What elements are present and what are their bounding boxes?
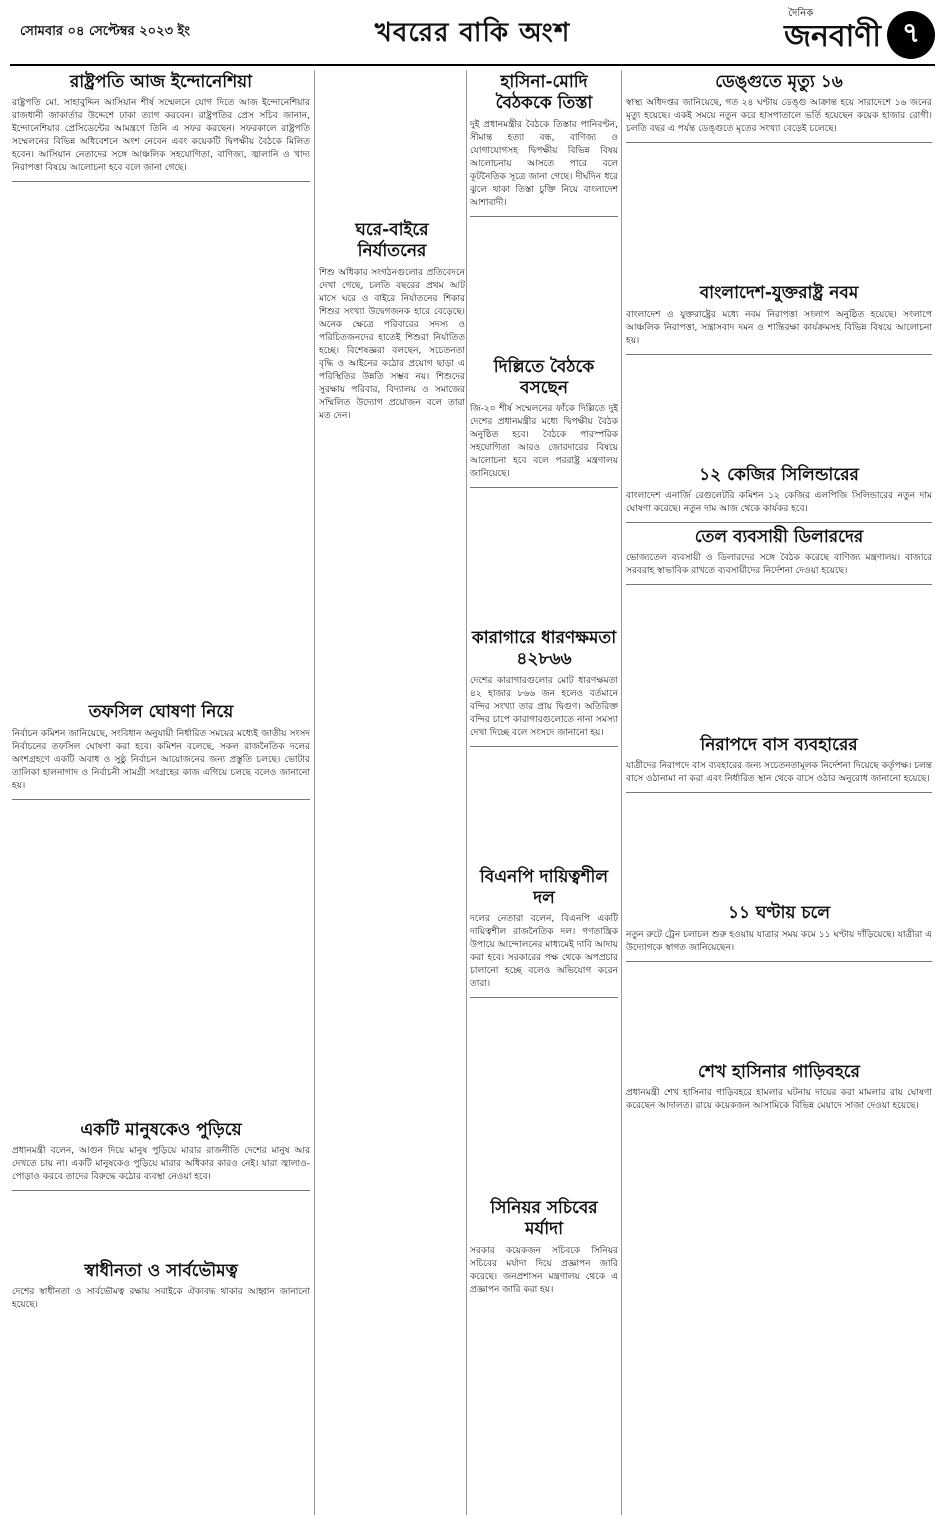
article-headline: ১১ ঘণ্টায় চলে <box>727 903 831 924</box>
article-divider <box>470 746 618 747</box>
article-independence <box>12 1261 310 1312</box>
page-header <box>0 0 945 64</box>
article-divider <box>470 216 618 217</box>
article-hasina-modi <box>470 72 618 210</box>
article-body: বাংলাদেশ ও যুক্তরাষ্ট্রের মধ্যে নবম নিরাপত্তা সংলাপ অনুষ্ঠিত হয়েছে। সংলাপে আঞ্চলিক নিরাপত্তা, সন্ত্রাসবাদ দমন ও শান্তিরক্ষা কার্যক্রমসহ বিভিন্ন বিষয়ে আলোচনা হয়। <box>626 309 932 346</box>
column-center <box>470 70 618 1515</box>
article-headline: শেখ হাসিনার গাড়িবহরে <box>698 1061 860 1082</box>
column-3 <box>626 70 932 1515</box>
article-dengue <box>626 72 932 136</box>
logo-name: জনবাণী <box>784 19 881 54</box>
article-body: দেশের কারাগারগুলোর মোট ধারণক্ষমতা ৪২ হাজার ৮৬৬ জন হলেও বর্তমানে বন্দির সংখ্যা তার প্রায় দ্বিগুণ। অতিরিক্ত বন্দির চাপে কারাগারগুলোতে নানা সমস্যা দেখা দিচ্ছে বলে সংসদে জানানো হয়। <box>470 675 618 738</box>
article-sheikh-hasina-car <box>626 1062 932 1113</box>
article-body: স্বাস্থ্য অধিদপ্তর জানিয়েছে, গত ২৪ ঘণ্টায় ডেঙ্গু আক্রান্ত হয়ে সারাদেশে ১৬ জনের মৃত্যু হয়েছে। একই সময়ে নতুন করে হাসপাতালে ভর্তি হয়েছেন কয়েক হাজার রোগী। চলতি বছর এ পর্যন্ত ডেঙ্গুতে মৃতের সংখ্যা বেড়েই চলেছে। <box>626 98 932 135</box>
article-headline: একটি মানুষকেও পুড়িয়ে <box>80 1119 242 1140</box>
article-body: নতুন রুটে ট্রেন চলাচল শুরু হওয়ায় যাত্রার সময় কমে ১১ ঘণ্টায় দাঁড়িয়েছে। যাত্রীরা এ উদ্যোগকে স্বাগত জানিয়েছেন। <box>626 929 932 953</box>
article-divider <box>626 142 932 143</box>
article-divider <box>470 997 618 998</box>
article-headline: কারাগারে ধারণক্ষমতা ৪২৮৬৬ <box>471 628 617 670</box>
article-headline: নিরাপদে বাস ব্যবহারের <box>700 735 858 755</box>
article-headline: তফসিল ঘোষণা নিয়ে <box>88 702 234 723</box>
article-body: শিশু অধিকার সংগঠনগুলোর প্রতিবেদনে দেখা গেছে, চলতি বছরের প্রথম আট মাসে ঘরে ও বাইরে নির্যাতনের শিকার শিশুর সংখ্যা উদ্বেগজনক হারে বেড়েছে। অনেক ক্ষেত্রে পরিবারের সদস্য ও পরিচিতজনদের হাতেই শিশুরা নির্যাতিত হচ্ছে। বিশেষজ্ঞরা বলছেন, সচেতনতা বৃদ্ধি ও আইনের কঠোর প্রয়োগ ছাড়া এ পরিস্থিতির উন্নতি সম্ভব নয়। শিশুদের সুরক্ষায় পরিবার, বিদ্যালয় ও সমাজের সম্মিলিত উদ্যোগ প্রয়োজন বলে তারা মত দেন। <box>319 267 465 421</box>
article-eleven-hours <box>626 903 932 954</box>
article-bd-us <box>626 283 932 347</box>
article-cylinder <box>626 465 932 516</box>
article-headline: দিল্লিতে বৈঠকে বসছেন <box>493 356 595 398</box>
article-headline: ১২ কেজির সিলিন্ডারের <box>699 464 859 485</box>
article-divider <box>626 792 932 793</box>
header-rule <box>10 64 935 66</box>
article-body: যাত্রীদের নিরাপদে বাস ব্যবহারের জন্য সচেতনতামূলক নির্দেশনা দিয়েছে কর্তৃপক্ষ। চলন্ত বাসে ওঠানামা না করা এবং নির্ধারিত স্থান থেকে বাসে ওঠার অনুরোধ জানানো হয়েছে। <box>626 761 932 785</box>
article-safe-bus <box>626 735 932 786</box>
article-body: সরকার কয়েকজন সচিবকে সিনিয়র সচিবের মর্যাদা দিয়ে প্রজ্ঞাপন জারি করেছে। জনপ্রশাসন মন্ত্রণালয় থেকে এ প্রজ্ঞাপন জারি করা হয়। <box>470 1245 618 1295</box>
article-headline: তেল ব্যবসায়ী ডিলারদের <box>694 526 864 547</box>
article-body: দলের নেতারা বলেন, বিএনপি একটি দায়িত্বশীল রাজনৈতিক দল। গণতান্ত্রিক উপায়ে আন্দোলনের মাধ্যমেই দাবি আদায় করা হবে। সরকারের পক্ষ থেকে অপপ্রচার চালানো হচ্ছে বলেও অভিযোগ করেন তারা। <box>470 914 618 989</box>
article-not-one-person <box>12 1120 310 1184</box>
article-headline: হাসিনা-মোদি বৈঠককে তিস্তা <box>495 72 593 114</box>
article-body: প্রধানমন্ত্রী শেখ হাসিনার গাড়িবহরে হামলার ঘটনায় দায়ের করা মামলার রায় ঘোষণা করেছেন আদালত। রায়ে কয়েকজন আসামিকে বিভিন্ন মেয়াদে সাজা দেওয়া হয়েছে। <box>626 1087 932 1111</box>
article-headline: স্বাধীনতা ও সার্বভৌমত্ব <box>84 1260 238 1281</box>
column-divider <box>314 70 315 1515</box>
article-oil-dealers <box>626 527 932 578</box>
article-headline: বাংলাদেশ-যুক্তরাষ্ট্র নবম <box>699 283 859 304</box>
article-divider <box>12 1190 310 1191</box>
article-headline: বিএনপি দায়িত্বশীল দল <box>479 866 609 908</box>
article-body: দুই প্রধানমন্ত্রীর বৈঠকে তিস্তার পানিবণ্টন, সীমান্ত হত্যা বন্ধ, বাণিজ্য ও যোগাযোগসহ দ্বিপক্ষীয় বিভিন্ন বিষয় আলোচনায় আসতে পারে বলে কূটনৈতিক সূত্রে জানা গেছে। দীর্ঘদিন ধরে ঝুলে থাকা তিস্তা চুক্তি নিয়ে বাংলাদেশ আশাবাদী। <box>470 119 618 208</box>
article-bnp-responsible <box>470 867 618 992</box>
article-divider <box>12 799 310 800</box>
article-body: রাষ্ট্রপতি মো. সাহাবুদ্দিন আসিয়ান শীর্ষ সম্মেলনে যোগ দিতে আজ ইন্দোনেশিয়ার রাজধানী জাকার্তার উদ্দেশে ঢাকা ত্যাগ করবেন। রাষ্ট্রপতির প্রেস সচিব জানান, ইন্দোনেশিয়ার প্রেসিডেন্টের আমন্ত্রণে তিনি এ সফর করছেন। সফরকালে রাষ্ট্রপতি সম্মেলনের বিভিন্ন অধিবেশনে অংশ নেবেন এবং কয়েকটি দ্বিপক্ষীয় বৈঠকে মিলিত হবেন। আসিয়ান নেতাদের সঙ্গে আঞ্চলিক সহযোগিতা, বাণিজ্য, জ্বালানি ও খাদ্য নিরাপত্তা বিষয়ে আলোচনা হবে বলে জানা গেছে। <box>12 98 310 174</box>
article-headline: সিনিয়র সচিবের মর্যাদা <box>490 1198 598 1240</box>
article-body: ভোজ্যতেল ব্যবসায়ী ও ডিলারদের সঙ্গে বৈঠক করেছে বাণিজ্য মন্ত্রণালয়। বাজারে সরবরাহ স্বাভাবিক রাখতে ব্যবসায়ীদের নির্দেশনা দেওয়া হয়েছে। <box>626 553 932 576</box>
newspaper-logo <box>784 6 935 63</box>
article-divider <box>626 522 932 523</box>
article-divider <box>626 584 932 585</box>
issue-date: সোমবার ০৪ সেপ্টেম্বর ২০২৩ ইং <box>20 24 190 39</box>
column-1 <box>12 70 310 1515</box>
column-divider <box>466 70 467 1515</box>
article-body: বাংলাদেশ এনার্জি রেগুলেটরি কমিশন ১২ কেজির এলপিজি সিলিন্ডারের নতুন দাম ঘোষণা করেছে। নতুন দাম আজ থেকে কার্যকর হবে। <box>626 490 932 514</box>
article-delhi-meeting <box>470 357 618 482</box>
article-divider <box>12 181 310 182</box>
article-headline: ঘরে-বাইরে নির্যাতনের <box>355 220 429 262</box>
article-body: দেশের স্বাধীনতা ও সার্বভৌমত্ব রক্ষায় সবাইকে ঐক্যবদ্ধ থাকার আহ্বান জানানো হয়েছে। <box>12 1287 310 1310</box>
article-body: নির্বাচন কমিশন জানিয়েছে, সংবিধান অনুযায়ী নির্ধারিত সময়ের মধ্যেই জাতীয় সংসদ নির্বাচনের তফসিল ঘোষণা করা হবে। কমিশন বলেছে, সকল রাজনৈতিক দলের অংশগ্রহণে একটি অবাধ ও সুষ্ঠু নির্বাচন আয়োজনের জন্য প্রস্তুতি চলছে। ভোটার তালিকা হালনাগাদ ও নির্বাচনী সামগ্রী সংগ্রহের কাজ এগিয়ে চলছে বলেও জানানো হয়। <box>12 728 310 791</box>
article-indonesia <box>12 72 310 175</box>
article-body: প্রধানমন্ত্রী বলেন, আগুন দিয়ে মানুষ পুড়িয়ে মারার রাজনীতি দেশের মানুষ আর দেখতে চায় না। একটি মানুষকেও পুড়িয়ে মারার অধিকার কারও নেই। যারা জ্বালাও-পোড়াও করবে তাদের বিরুদ্ধে কঠোর ব্যবস্থা নেওয়া হবে। <box>12 1145 310 1182</box>
page-number-badge: ৭ <box>887 11 935 59</box>
article-headline: ডেঙ্গুতে মৃত্যু ১৬ <box>715 72 843 92</box>
article-body: জি-২০ শীর্ষ সম্মেলনের ফাঁকে দিল্লিতে দুই দেশের প্রধানমন্ত্রীর মধ্যে দ্বিপক্ষীয় বৈঠক অনুষ্ঠিত হবে। বৈঠকে পারস্পরিক সহযোগিতা আরও জোরদারের বিষয়ে আলোচনা হবে বলে পররাষ্ট্র মন্ত্রণালয় জানিয়েছে। <box>470 404 618 479</box>
article-schedule <box>12 702 310 792</box>
article-divider <box>626 354 932 355</box>
article-divider <box>470 487 618 488</box>
article-headline: রাষ্ট্রপতি আজ ইন্দোনেশিয়া <box>69 72 253 92</box>
column-divider <box>621 70 622 1515</box>
section-title: খবরের বাকি অংশ <box>374 18 571 48</box>
article-secretary-status <box>470 1198 618 1297</box>
logo-small-text: দৈনিক <box>788 8 814 19</box>
article-prison-capacity <box>470 628 618 740</box>
article-divider <box>626 961 932 962</box>
